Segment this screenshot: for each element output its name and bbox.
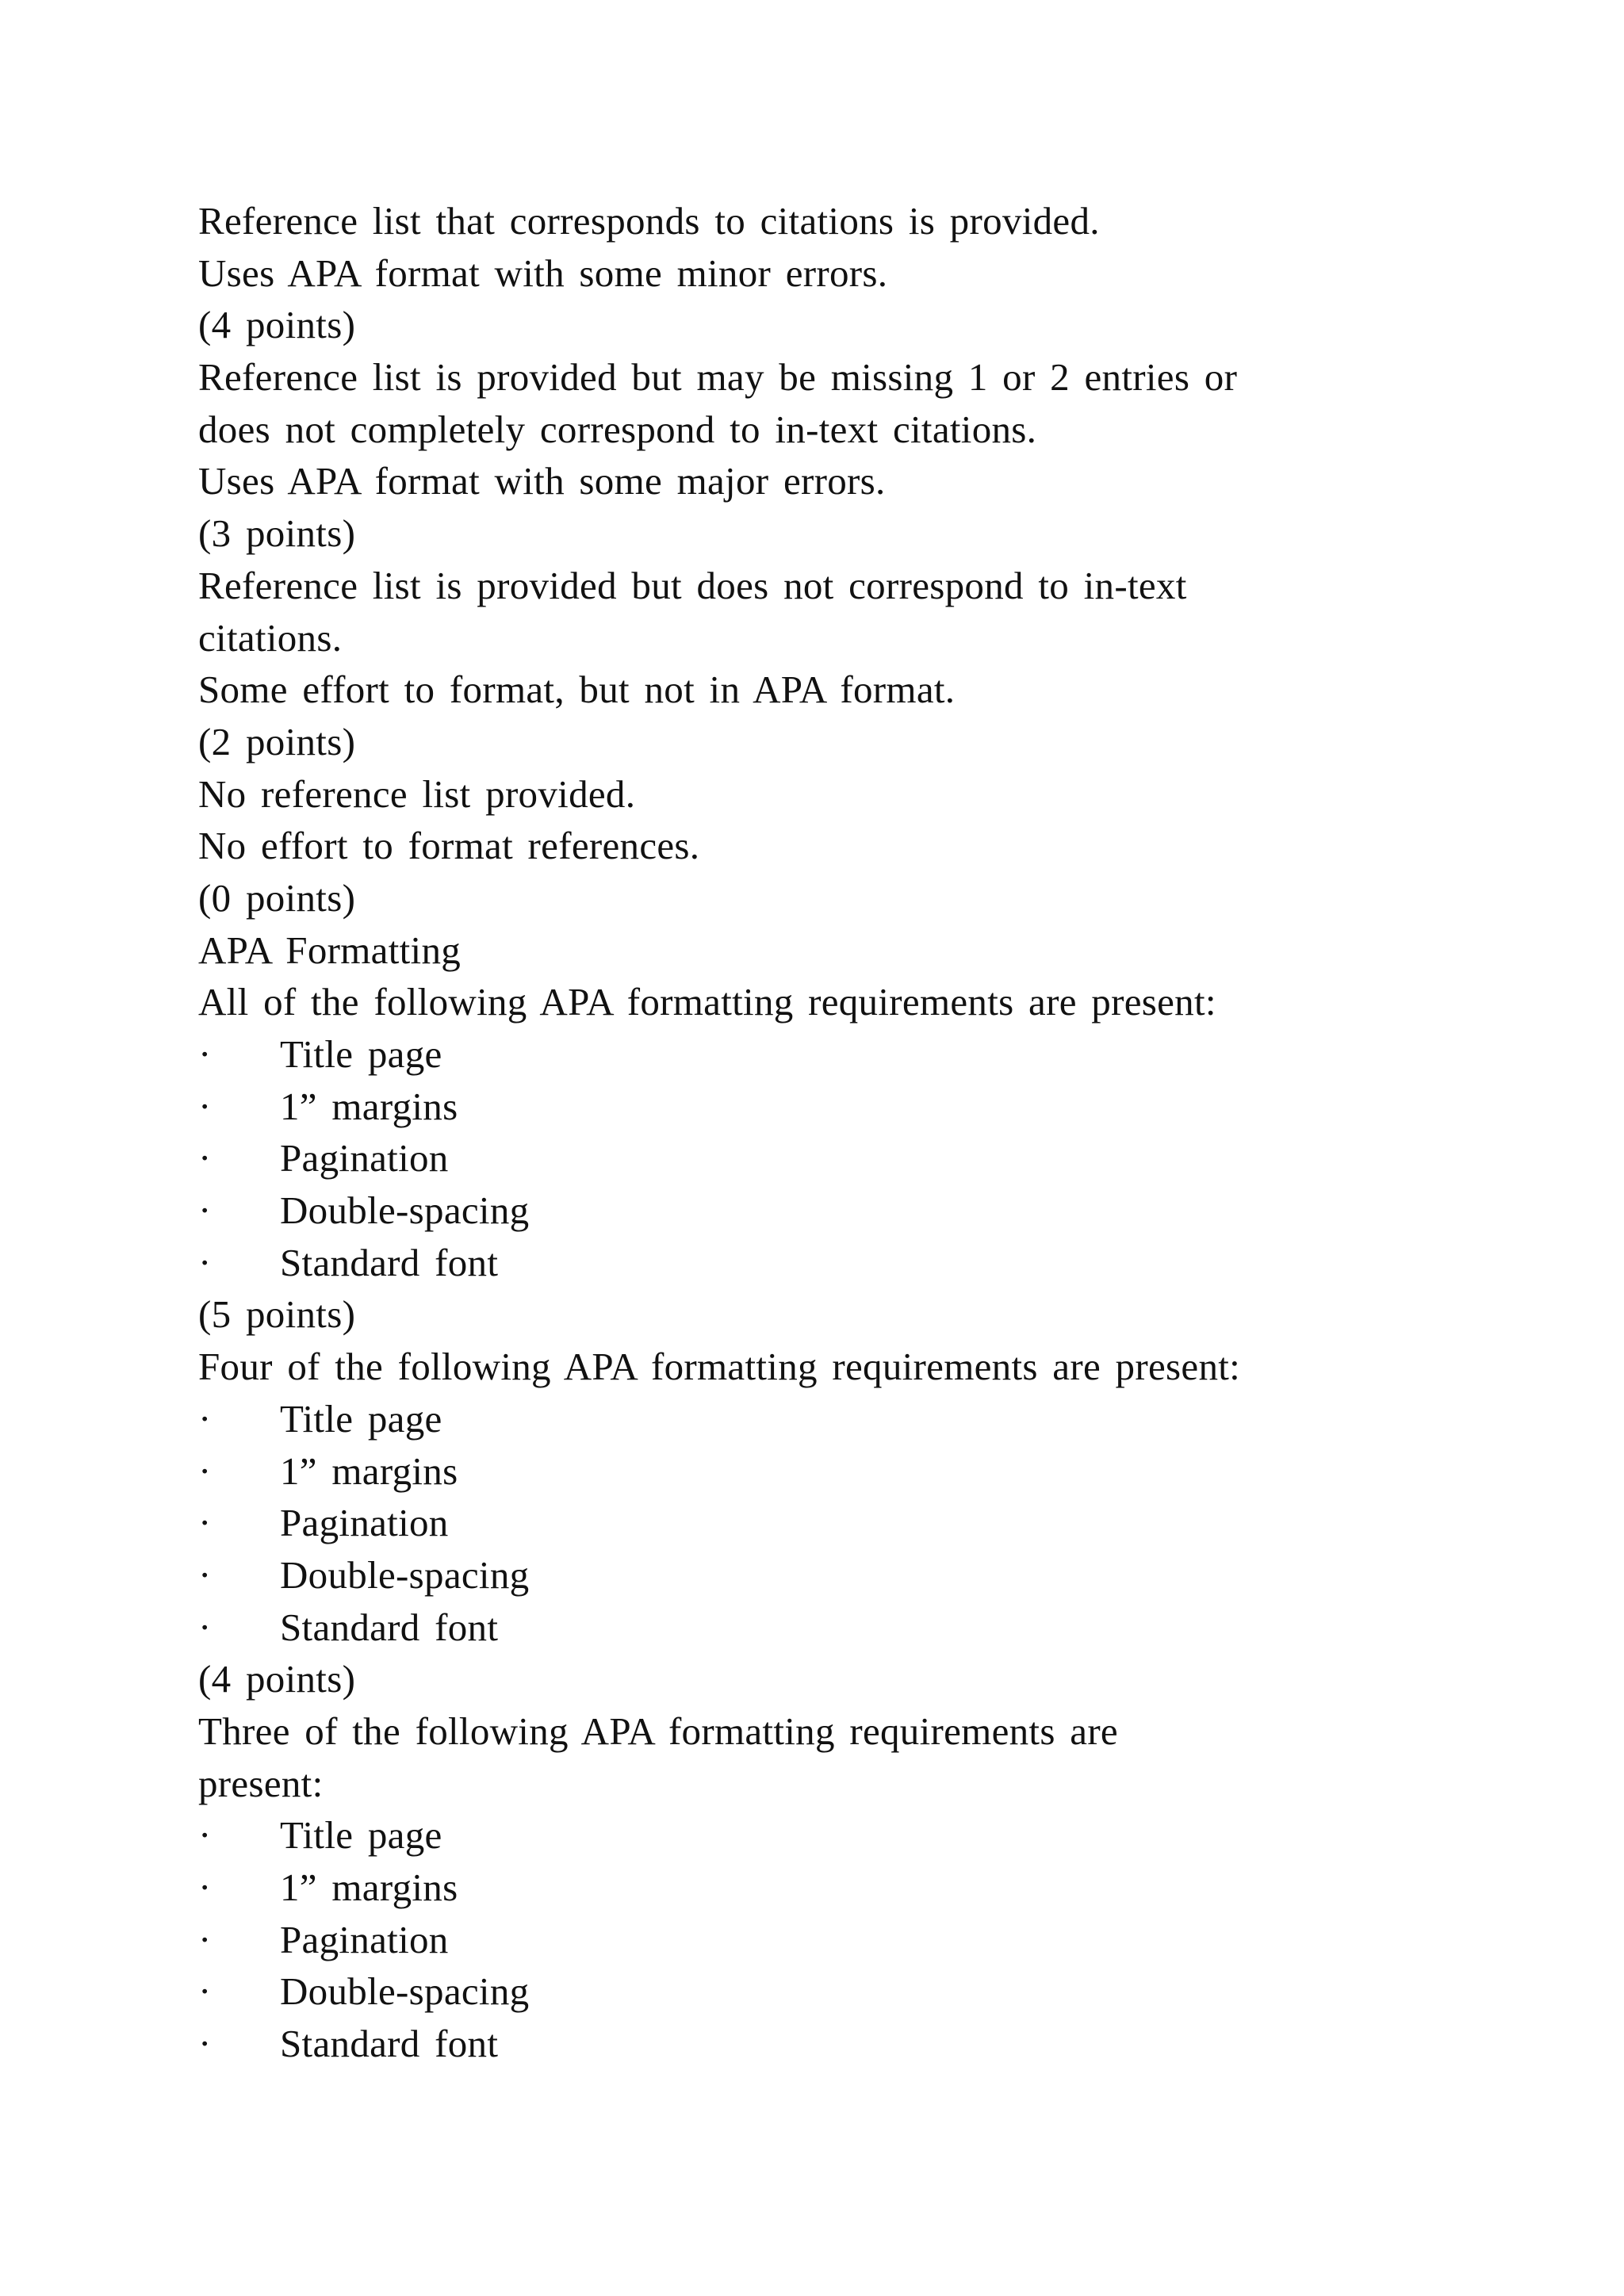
text-line: Uses APA format with some minor errors.	[198, 251, 888, 295]
text-line: (4 points)	[198, 303, 356, 347]
bullet-item	[198, 1914, 1467, 1966]
bullet-text: Pagination	[280, 1501, 449, 1545]
bullet-item	[198, 1497, 1467, 1549]
bullet-item	[198, 1081, 1467, 1133]
bullet-text: 1” margins	[280, 1084, 458, 1128]
bullet-text: Double-spacing	[280, 1188, 530, 1233]
text-line: No reference list provided.	[198, 771, 636, 816]
text-line: (3 points)	[198, 511, 356, 556]
text-line: Three of the following APA formatting requirements are	[198, 1709, 1118, 1753]
text-line: Uses APA format with some major errors.	[198, 459, 886, 503]
bullet-marker: ·	[198, 1084, 212, 1128]
bullet-marker: ·	[198, 1032, 212, 1076]
bullet-marker: ·	[198, 1396, 212, 1441]
bullet-item	[198, 1132, 1467, 1184]
bullet-text: Title page	[280, 1813, 442, 1858]
bullet-item	[198, 1184, 1467, 1237]
bullet-marker: ·	[198, 1969, 212, 2014]
bullet-item	[198, 1809, 1467, 1862]
bullet-item	[198, 1237, 1467, 1289]
bullet-marker: ·	[198, 2022, 212, 2066]
bullet-marker: ·	[198, 1188, 212, 1233]
text-line: Reference list is provided but does not correspond to in-text	[198, 563, 1187, 607]
bullet-item	[198, 1601, 1467, 1654]
bullet-text: Pagination	[280, 1136, 449, 1181]
bullet-text: Double-spacing	[280, 1969, 530, 2014]
bullet-marker: ·	[198, 1552, 212, 1597]
bullet-text: Standard font	[280, 1605, 499, 1649]
bullet-marker: ·	[198, 1605, 212, 1649]
text-line: (2 points)	[198, 719, 356, 763]
bullet-item	[198, 1028, 1467, 1081]
bullet-text: 1” margins	[280, 1866, 458, 1909]
bullet-text: Pagination	[280, 1917, 449, 1961]
text-line: Some effort to format, but not in APA format.	[198, 668, 956, 712]
text-line: (5 points)	[198, 1292, 356, 1337]
bullet-marker: ·	[198, 1240, 212, 1284]
text-line: Four of the following APA formatting requirements are present:	[198, 1345, 1241, 1389]
bullet-item	[198, 1549, 1467, 1601]
bullet-item	[198, 2018, 1467, 2070]
text-line: Reference list that corresponds to citations is provided.	[198, 199, 1100, 243]
bullet-text: 1” margins	[280, 1448, 458, 1493]
bullet-marker: ·	[198, 1448, 212, 1493]
text-line: citations.	[198, 615, 343, 660]
bullet-item	[198, 1393, 1467, 1445]
bullet-text: Double-spacing	[280, 1552, 530, 1597]
bullet-text: Standard font	[280, 1240, 499, 1284]
text-line: (0 points)	[198, 875, 356, 920]
bullet-item	[198, 1862, 1467, 1914]
bullet-text: Title page	[280, 1032, 442, 1076]
bullet-text: Title page	[280, 1396, 442, 1441]
bullet-marker: ·	[198, 1501, 212, 1545]
bullet-marker: ·	[198, 1136, 212, 1181]
bullet-marker: ·	[198, 1917, 212, 1961]
bullet-marker: ·	[198, 1813, 212, 1858]
text-line: does not completely correspond to in-text citations.	[198, 407, 1037, 451]
bullet-marker: ·	[198, 1866, 212, 1909]
text-line: present:	[198, 1761, 324, 1805]
bullet-item	[198, 1445, 1467, 1498]
text-line: Reference list is provided but may be missing 1 or 2 entries or	[198, 355, 1238, 400]
text-line: All of the following APA formatting requirements are present:	[198, 980, 1216, 1024]
text-line: (4 points)	[198, 1657, 356, 1701]
bullet-text: Standard font	[280, 2022, 499, 2066]
bullet-item	[198, 1965, 1467, 2018]
document-body	[198, 195, 1467, 2070]
text-line: No effort to format references.	[198, 824, 700, 868]
text-line: APA Formatting	[198, 928, 462, 972]
